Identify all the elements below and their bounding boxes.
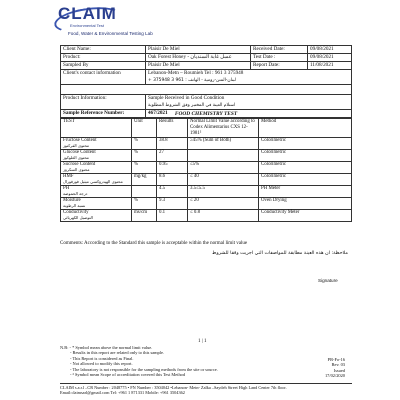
table-row	[61, 138, 352, 150]
note-line: - The laboratory is not responsible for the sampling methods from the site or source.	[70, 366, 218, 372]
row-test-ar: محتوى السكروز	[63, 167, 90, 173]
product-name: Oak Forest Honey - عسل غابة السنديان	[146, 54, 251, 62]
row-test: Sucrose Content	[63, 162, 96, 167]
row-method: PH Meter	[259, 186, 352, 198]
row-result: 0.95	[157, 162, 188, 174]
footer-company-line: CLAIM s.a.r.l –CR Number : 2048775 • FN Number : 3504042 •Lebanon- Metn- Zalka –Saydeh Street High Land Center 7th floor.	[60, 385, 287, 390]
received-date-label: Received Date:	[251, 46, 308, 54]
row-method: Colorimetric	[259, 174, 352, 186]
row-result: 8.6	[157, 174, 188, 186]
product-info-ar: استلام العينة في المختبر وفق الشروط المطلوبة	[148, 103, 236, 108]
contact-en: Lebanon-Metn – Roumieh Tel : 961 3 375948	[148, 70, 244, 76]
client-info-table	[60, 45, 352, 118]
footer-contact-line: Email:claimsarl@gmail.com Tel: +961 1 871331 Mobile: +961 3504362	[60, 390, 185, 396]
note-line: - ² Symbol mean Scope of accreditation covered this Test Method	[70, 372, 186, 378]
product-label: Product:	[61, 54, 146, 62]
section-title: FOOD CHEMISTRY TEST	[174, 111, 238, 117]
row-test-ar: التوصيل الكهربائي	[63, 215, 93, 221]
row-unit: %	[132, 198, 157, 210]
sampled-by: Plaisir De Miel	[146, 62, 251, 70]
row-result: 38.8	[157, 138, 188, 150]
footer-divider	[60, 383, 352, 384]
header-limit: Normal Limit Value according to Codex Alimentarius CXS 12-1981²	[188, 119, 259, 138]
row-method: Colorimetric	[259, 162, 352, 174]
row-limit: ≤ 20	[188, 198, 259, 210]
row-test: Moisture	[63, 198, 81, 203]
logo-subtitle: Environmental Test	[70, 23, 104, 28]
header-results: Results	[157, 119, 188, 138]
row-limit	[188, 150, 259, 162]
row-limit: ≥45% (Sum of Both)	[188, 138, 259, 150]
spacer-row	[61, 85, 352, 95]
row-limit: ≤5%	[188, 162, 259, 174]
footer	[60, 385, 352, 396]
page-number: 1 | 1	[198, 339, 207, 344]
signature-label: Signature	[318, 278, 338, 283]
comments: Comments: According to the Standard this sample is acceptable within the normal limit value	[60, 241, 248, 246]
row-method: Colorimetric	[259, 150, 352, 162]
form-revision: Rev. 03	[331, 362, 345, 368]
row-method: Colorimetric	[259, 138, 352, 150]
test-date: 09/08/2021	[308, 54, 352, 62]
report-date: 11/08/2021	[308, 62, 352, 70]
row-test-ar: محتوى الغلوكوز	[63, 155, 89, 161]
table-row	[61, 186, 352, 198]
row-limit: 3.5≤5.5	[188, 186, 259, 198]
company-logo	[58, 4, 178, 38]
row-unit	[132, 186, 157, 198]
row-test-ar: نسبة الرطوبة	[63, 203, 86, 209]
row-test: PH	[63, 186, 70, 191]
note-line: - Results in this report are related only to this sample.	[70, 350, 165, 356]
row-test: HMF	[63, 174, 74, 179]
form-issued-label: Issued	[333, 367, 345, 373]
table-row	[61, 174, 352, 186]
contact-label: Client's contact information	[61, 70, 146, 85]
results-header-row	[61, 119, 352, 138]
contact-ar: لبنان-المتن-رومية - الهاتف : 961 3 375948 +	[148, 78, 236, 83]
product-info-label: Product Information:	[61, 95, 146, 110]
note-line: N.B: - * Symbol mean above the normal limit value.	[60, 345, 153, 350]
table-row	[61, 150, 352, 162]
client-name-label: Client Name:	[61, 46, 146, 54]
form-code: PR-Fo-16	[327, 357, 345, 362]
row-unit: %	[132, 162, 157, 174]
contact-info	[146, 70, 352, 85]
row-test: Fructose Content	[63, 138, 97, 143]
header-test: TEST	[61, 119, 132, 138]
logo-tagline: Food, Water & Environmental Testing Lab	[68, 31, 153, 36]
received-date: 09/08/2021	[308, 46, 352, 54]
row-unit: %	[132, 150, 157, 162]
row-unit: mg/kg	[132, 174, 157, 186]
row-limit: ≤ 40	[188, 174, 259, 186]
note-line: - This Report is considered as Final.	[70, 355, 134, 361]
row-test: Conductivity	[63, 210, 89, 215]
report-date-label: Report Date:	[251, 62, 308, 70]
sampled-by-label: Sampled By	[61, 62, 146, 70]
sample-ref: 467/2021	[146, 110, 352, 118]
row-test-ar: محتوى الفركتوز	[63, 143, 90, 149]
form-issued-date: 17/02/2020	[324, 373, 345, 379]
row-test-ar: محتوى الهيدروكسي ميثيل فورفورال	[63, 179, 123, 185]
header-unit: Unit	[132, 119, 157, 138]
row-result: 9.3	[157, 198, 188, 210]
row-result: 0.1	[157, 210, 188, 222]
table-row	[61, 210, 352, 222]
row-result: 4.5	[157, 186, 188, 198]
form-reference	[325, 357, 345, 379]
table-row	[61, 162, 352, 174]
product-info	[146, 95, 352, 110]
comments-ar: ملاحظة: ان هذه العينة مطابقة للمواصفات التي اجريت وفقا للشروط	[211, 251, 348, 256]
row-unit: ms/cm	[132, 210, 157, 222]
row-test-ar: درجة الحموضة	[63, 191, 88, 197]
notes	[60, 345, 218, 377]
test-date-label: Test Date :	[251, 54, 308, 62]
row-method: Oven Drying	[259, 198, 352, 210]
row-limit: ≤ 0.8	[188, 210, 259, 222]
row-result: 27	[157, 150, 188, 162]
product-info-en: Sample Received in Good Condition	[148, 95, 225, 101]
header-method: Method	[259, 119, 352, 138]
row-method: Conductivity Meter	[259, 210, 352, 222]
results-table	[60, 118, 352, 222]
row-test: Glucose Content	[63, 150, 96, 155]
logo-word: CLAIM	[58, 4, 117, 23]
client-name: Plaisir De Miel	[146, 46, 251, 54]
row-unit: %	[132, 138, 157, 150]
note-line: - Not allowed to modify this report.	[70, 361, 133, 367]
sample-ref-label: Sample Reference Number:	[61, 110, 146, 118]
table-row	[61, 198, 352, 210]
